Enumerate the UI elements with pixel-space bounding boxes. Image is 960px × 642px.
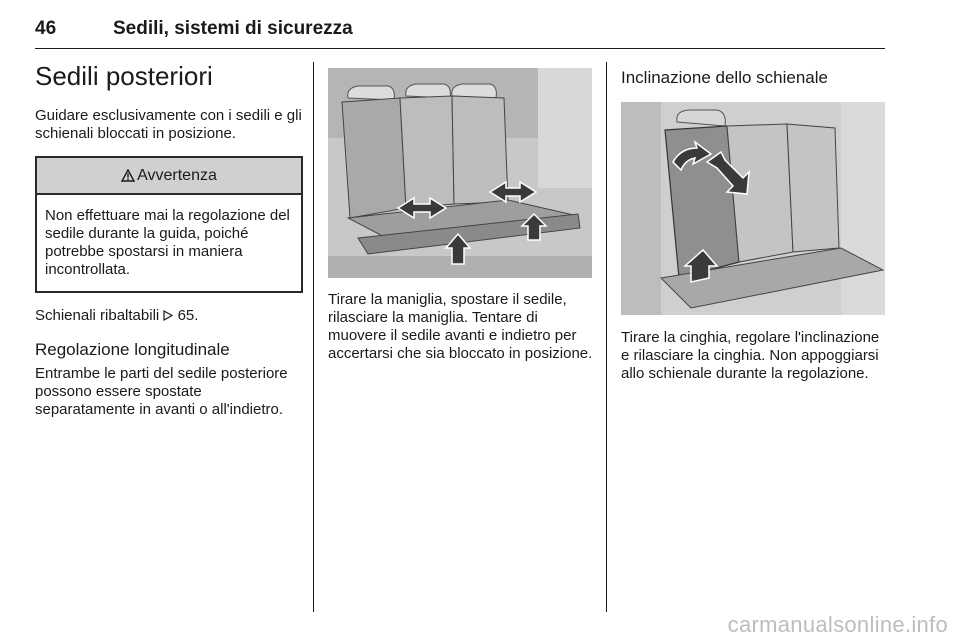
column-divider-1 [313,62,314,612]
page-number: 46 [35,18,57,39]
page-header [35,10,885,44]
subheading-recline: Inclinazione dello schienale [621,68,828,87]
chapter-title: Sedili, sistemi di sicurezza [113,18,353,39]
warning-title: Avvertenza [137,166,217,184]
reference-arrow-icon[interactable] [163,310,173,321]
subheading-longitudinal: Regolazione longitudinale [35,340,230,359]
column-divider-2 [606,62,607,612]
backrest-recline-illustration [621,102,885,315]
cross-reference [35,307,303,325]
header-divider [35,48,885,49]
warning-header [37,158,301,195]
slide-instructions: Tirare la maniglia, spostare il sedile, rilasciare la maniglia. Tentare di muovere il sedile avanti e indietro per accertarsi che sia bloccato in posizione. [328,291,593,362]
cross-reference-page[interactable]: 65. [173,307,199,324]
warning-triangle-icon [121,169,135,182]
cross-reference-text: Schienali ribaltabili [35,307,160,324]
column-2 [328,56,594,363]
longitudinal-paragraph: Entrambe le parti del sedile posteriore possono essere spostate separatamente in avanti o all'indietro. [35,365,288,418]
column-1 [35,56,303,419]
warning-text: Non effettuare mai la regolazione del sedile durante la guida, poiché potrebbe spostarsi in maniera incontrollata. [45,207,290,278]
recline-instructions: Tirare la cinghia, regolare l'inclinazione e rilasciare la cinghia. Non appoggiarsi allo schienale durante la regolazione. [621,329,880,382]
rear-seat-slide-illustration [328,68,592,278]
column-3 [621,56,887,383]
section-title: Sedili posteriori [35,61,213,91]
warning-box [35,156,303,293]
intro-paragraph: Guidare esclusivamente con i sedili e gli schienali bloccati in posizione. [35,107,302,142]
watermark: carmanualsonline.info [727,612,948,637]
